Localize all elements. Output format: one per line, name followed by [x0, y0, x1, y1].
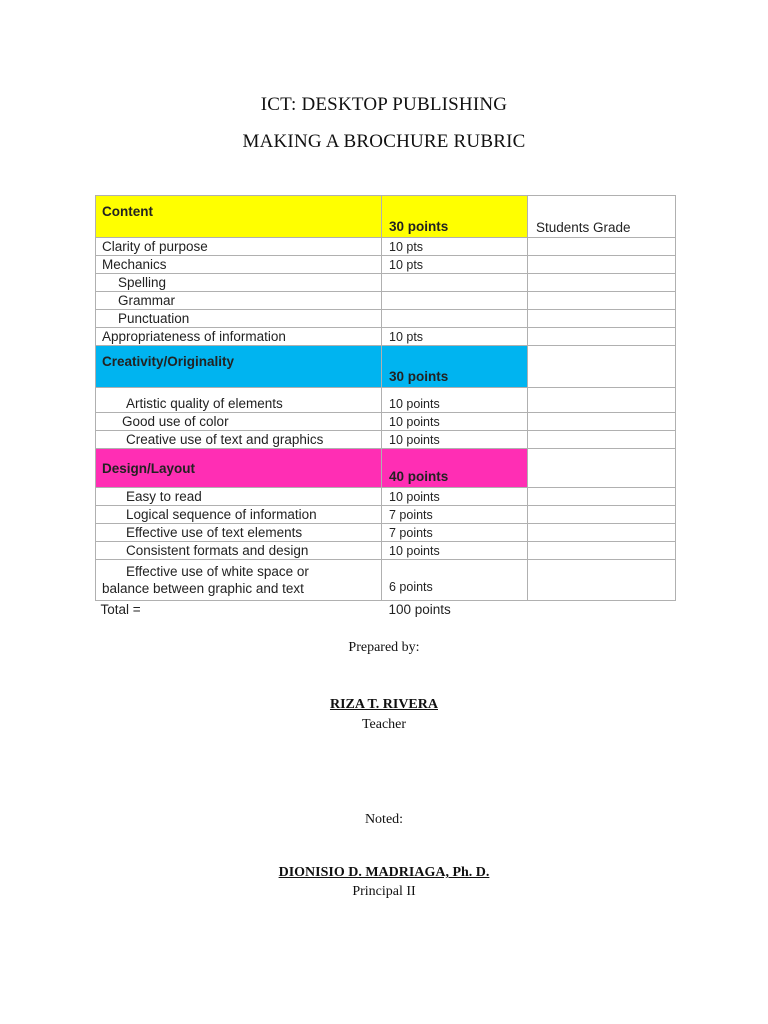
criterion-points: 6 points — [382, 560, 528, 601]
grade-cell — [528, 542, 676, 560]
table-row — [96, 560, 676, 601]
design-header-row — [96, 449, 676, 488]
table-row — [96, 274, 676, 292]
table-row — [96, 388, 676, 413]
table-row — [96, 310, 676, 328]
criterion-label: Appropriateness of information — [96, 328, 382, 346]
criterion-label: Mechanics — [96, 256, 382, 274]
prepared-by-label: Prepared by: — [348, 640, 420, 655]
preparer-title: Teacher — [361, 717, 407, 732]
criterion-label: Easy to read — [96, 488, 382, 506]
grade-cell — [528, 238, 676, 256]
grade-cell — [528, 488, 676, 506]
design-heading: Design/Layout — [96, 449, 382, 488]
noter-title: Principal II — [352, 884, 416, 899]
criterion-points: 7 points — [382, 524, 528, 542]
table-row — [96, 431, 676, 449]
grade-cell — [528, 524, 676, 542]
total-label: Total = — [100, 602, 141, 617]
criterion-points: 10 points — [382, 431, 528, 449]
creativity-heading: Creativity/Originality — [96, 346, 382, 388]
grade-cell — [528, 292, 676, 310]
grade-cell — [528, 413, 676, 431]
table-row — [96, 256, 676, 274]
criterion-points — [382, 292, 528, 310]
grade-cell — [528, 506, 676, 524]
grade-cell — [528, 274, 676, 292]
content-heading: Content — [96, 196, 382, 238]
table-row — [96, 413, 676, 431]
criterion-points: 7 points — [382, 506, 528, 524]
criterion-label: Creative use of text and graphics — [96, 431, 382, 449]
criterion-points: 10 pts — [382, 328, 528, 346]
criterion-label: Logical sequence of information — [96, 506, 382, 524]
table-row — [96, 542, 676, 560]
creativity-header-row — [96, 346, 676, 388]
table-row — [96, 524, 676, 542]
criterion-points: 10 points — [382, 488, 528, 506]
grade-cell — [528, 388, 676, 413]
criterion-points: 10 points — [382, 388, 528, 413]
grade-cell — [528, 346, 676, 388]
criterion-label: Punctuation — [96, 310, 382, 328]
noted-label: Noted: — [364, 812, 404, 827]
grade-cell — [528, 328, 676, 346]
criterion-label-line1: Effective use of white space or — [126, 564, 309, 579]
table-row — [96, 292, 676, 310]
total-points: 100 points — [388, 602, 451, 617]
criterion-points: 10 points — [382, 542, 528, 560]
content-header-row — [96, 196, 676, 238]
criterion-points — [382, 274, 528, 292]
criterion-points: 10 pts — [382, 256, 528, 274]
design-points: 40 points — [382, 449, 528, 488]
noter-name: DIONISIO D. MADRIAGA, Ph. D. — [278, 865, 490, 880]
criterion-label: Grammar — [96, 292, 382, 310]
table-row — [96, 488, 676, 506]
grade-cell — [528, 256, 676, 274]
preparer-name: RIZA T. RIVERA — [329, 697, 438, 712]
criterion-label: Artistic quality of elements — [96, 388, 382, 413]
total-empty-cell — [528, 601, 676, 620]
criterion-label: Spelling — [96, 274, 382, 292]
grade-cell — [528, 560, 676, 601]
creativity-points: 30 points — [382, 346, 528, 388]
rubric-table — [95, 195, 676, 619]
students-grade-header: Students Grade — [528, 196, 676, 238]
criterion-label: Consistent formats and design — [96, 542, 382, 560]
criterion-label: Clarity of purpose — [96, 238, 382, 256]
criterion-points: 10 pts — [382, 238, 528, 256]
criterion-label — [96, 560, 382, 601]
grade-cell — [528, 431, 676, 449]
criterion-points: 10 points — [382, 413, 528, 431]
table-row — [96, 328, 676, 346]
document-title: ICT: DESKTOP PUBLISHING — [260, 94, 508, 115]
total-row — [96, 601, 676, 620]
table-row — [96, 506, 676, 524]
criterion-label: Effective use of text elements — [96, 524, 382, 542]
document-subtitle: MAKING A BROCHURE RUBRIC — [242, 131, 526, 152]
criterion-label: Good use of color — [96, 413, 382, 431]
grade-cell — [528, 310, 676, 328]
content-points: 30 points — [382, 196, 528, 238]
criterion-label-line2: balance between graphic and text — [102, 581, 304, 596]
criterion-points — [382, 310, 528, 328]
table-row — [96, 238, 676, 256]
grade-cell — [528, 449, 676, 488]
